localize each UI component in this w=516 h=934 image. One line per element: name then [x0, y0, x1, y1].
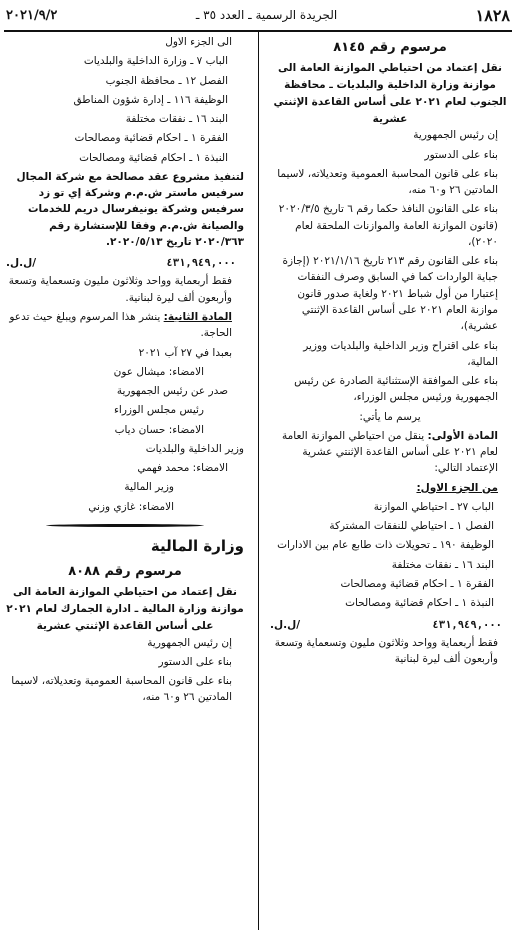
interior-minister-title: وزير الداخلية والبلديات [145, 442, 244, 455]
budget-line-item: البند ١٦ ـ نفقات مختلفة [391, 558, 494, 571]
article-one-text: ينقل من احتياطي الموازنة العامة لعام ٢٠٢١ على أساس القاعدة الإثنتي عشرية الإعتماد التالي: [282, 429, 498, 475]
gazette-issue: الجريدة الرسمية ـ العدد ٣٥ ـ [195, 8, 338, 22]
amount-row [6, 253, 244, 273]
budget-line-item: البند ١٦ ـ نفقات مختلفة [125, 113, 228, 126]
ministry-heading: وزارة المالية [150, 536, 244, 555]
budget-line-function: الوظيفة ١١٦ ـ إدارة شؤون المناطق [73, 93, 228, 106]
budget-line-section: الفصل ١ ـ احتياطي للنفقات المشتركة [329, 520, 494, 533]
amount-in-words: فقط أربعماية وواحد وثلاثون مليون وتسعماية وتسعة وأربعون ألف ليرة لبنانية. [8, 275, 232, 304]
budget-line-subparagraph: النبذة ١ ـ احكام قضائية ومصالحات [79, 151, 228, 164]
budget-line-subparagraph: النبذة ١ ـ احكام قضائية ومصالحات [345, 597, 494, 610]
preamble-budget-law: بناء على القانون النافذ حكما رقم ٦ تاريخ ٢٠٢٠/٣/٥ (قانون الموازنة العامة والموازنات الملحقة لعام ٢٠٢٠)، [278, 203, 498, 248]
to-part-heading: الى الجزء الاول [165, 36, 232, 48]
budget-line-chapter: الباب ٧ ـ وزارة الداخلية والبلديات [83, 55, 228, 68]
article-one [270, 428, 510, 477]
section-divider-ornament [46, 519, 204, 531]
issued-by: صدر عن رئيس الجمهورية [116, 385, 228, 398]
amount-value: ٤٣١,٩٤٩,٠٠٠ [166, 257, 236, 270]
signature-interior: الامضاء: محمد فهمي [137, 462, 228, 475]
pm-title: رئيس مجلس الوزراء [113, 404, 204, 417]
preamble-president: إن رئيس الجمهورية [413, 129, 498, 142]
page-header [6, 4, 510, 26]
place-date: بعبدا في ٢٧ آب ٢٠٢١ [138, 346, 232, 359]
article-two-label: المادة الثانية: [163, 310, 232, 323]
amount-row [270, 615, 510, 635]
budget-line-function: الوظيفة ١٩٠ ـ تحويلات ذات طابع عام بين الادارات [277, 539, 494, 552]
signature-pm: الامضاء: حسان دياب [114, 423, 204, 436]
signature-finance: الامضاء: غازي وزني [88, 500, 174, 513]
amount-currency: /ل.ل. [270, 618, 301, 631]
budget-line-paragraph: الفقرة ١ ـ احكام قضائية ومصالحات [74, 132, 228, 145]
amount-value: ٤٣١,٩٤٩,٠٠٠ [432, 618, 502, 631]
decree-title: مرسوم رقم ٨١٤٥ [333, 40, 447, 55]
amount-currency: /ل.ل. [6, 257, 37, 270]
decree-title: مرسوم رقم ٨٠٨٨ [68, 564, 182, 580]
article-two-text: ينشر هذا المرسوم ويبلغ حيث تدعو الحاجة. [9, 310, 232, 340]
article-one-label: المادة الأولى: [427, 429, 498, 442]
finance-minister-title: وزير المالية [124, 481, 174, 494]
decree-subject: نقل إعتماد من احتياطي الموازنة العامة الى موازنة وزارة المالية ـ ادارة الجمارك لعام ٢٠٢١ على أساس القاعدة الإثنتي عشرية [6, 586, 244, 632]
preamble-approval: بناء على الموافقة الإستثنائية الصادرة عن رئيس الجمهورية ورئيس مجلس الوزراء، [294, 375, 498, 404]
preamble-accounting-law: بناء على قانون المحاسبة العمومية وتعديلاته، لاسيما المادتين ٢٦ و٦٠ منه، [277, 167, 498, 197]
purpose-text: لتنفيذ مشروع عقد مصالحة مع شركة المجال سرفيس ماستر ش.م.م وشركة إي تو زد سرفيس وشركة يونيفرسال دريم للخدمات والصيانة ش.م.م وفقا للإستشارة رقم ٢٠٢٠/٣٦٣ تاريخ ٢٠٢٠/٥/١٣. [16, 170, 244, 248]
right-column [270, 34, 510, 670]
preamble-accounting-law: بناء على قانون المحاسبة العمومية وتعديلاته، لاسيما المادتين ٢٦ و٦٠ منه، [11, 675, 232, 704]
decree-subject: نقل إعتماد من احتياطي الموازنة العامة الى موازنة وزارة الداخلية والبلديات ـ محافظة الجنوب لعام ٢٠٢١ على أساس القاعدة الإثنتي عشرية [273, 62, 507, 125]
preamble-proposal: بناء على اقتراح وزير الداخلية والبلديات ووزير المالية، [303, 339, 498, 368]
amount-in-words: فقط أربعماية وواحد وثلاثون مليون وتسعماية وتسعة وأربعون ألف ليرة لبنانية [274, 636, 498, 666]
budget-line-chapter: الباب ٢٧ ـ احتياطي الموازنة [373, 500, 494, 513]
issue-date: ٢٠٢١/٩/٢ [6, 7, 58, 23]
left-column [6, 34, 244, 709]
preamble-president: إن رئيس الجمهورية [147, 636, 232, 649]
article-two [6, 309, 244, 342]
from-part-heading: من الجزء الاول: [416, 481, 498, 494]
page-number: ١٨٢٨ [475, 5, 510, 25]
column-divider [258, 32, 259, 930]
budget-line-paragraph: الفقرة ١ ـ احكام قضائية ومصالحات [340, 577, 494, 590]
preamble-constitution: بناء على الدستور [158, 655, 232, 668]
signature-president: الامضاء: ميشال عون [113, 365, 204, 378]
decrees-following: يرسم ما يأتي: [359, 410, 421, 423]
budget-line-section: الفصل ١٢ ـ محافظة الجنوب [105, 74, 228, 87]
preamble-constitution: بناء على الدستور [424, 148, 498, 161]
preamble-law-213: بناء على القانون رقم ٢١٣ تاريخ ٢٠٢١/١/١٦ (إجازة جباية الواردات كما في السابق وصرف النفقات إعتبارا من أول شباط ٢٠٢١ ولغاية صدور قانون موازنة العام ٢٠٢١ على أساس القاعدة الإثنتي عشرية)، [282, 255, 498, 333]
